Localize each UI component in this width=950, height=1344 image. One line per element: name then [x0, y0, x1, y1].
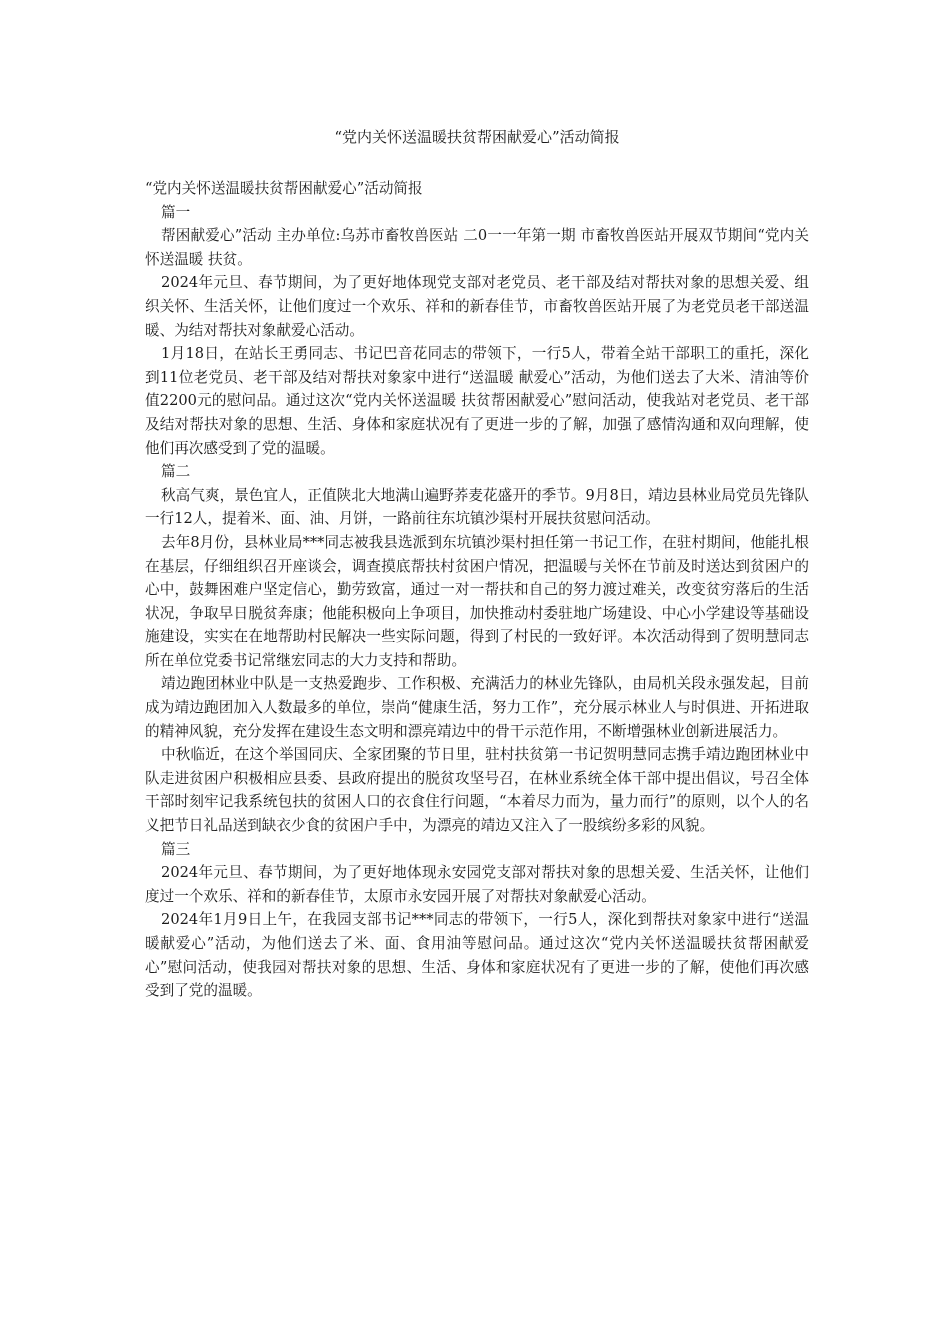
section-heading-1: 篇一 — [161, 203, 191, 221]
paragraph: 1月18日，在站长王勇同志、书记巴音花同志的带领下，一行5人，带着全站干部职工的重托，深化到11位老党员、老干部及结对帮扶对象家中进行“送温暖 献爱心”活动，为他们送去了大米、清油等价值2200元的慰问品。通过这次“党内关怀送温暖 扶贫帮困献爱心”慰问活动，使我站对老党员、老干部及结对帮扶对象的思想、生活、身体和家庭状况有了更进一步的了解，加强了感情沟通和双向理解，使他们再次感受到了党的温暖。 — [145, 345, 809, 457]
section-heading-2: 篇二 — [161, 463, 191, 481]
paragraph: 去年8月份，县林业局***同志被我县选派到东坑镇沙渠村担任第一书记工作，在驻村期间，他能扎根在基层，仔细组织召开座谈会，调查摸底帮扶村贫困户情况，把温暖与关怀在节前及时送达到贫困户的心中，鼓舞困难户坚定信心，勤劳致富，通过一对一帮扶和自己的努力渡过难关，改变贫穷落后的生活状况，争取早日脱贫奔康；他能积极向上争项目，加快推动村委驻地广场建设、中心小学建设等基础设施建设，实实在在地帮助村民解决一些实际问题，得到了村民的一致好评。本次活动得到了贺明慧同志所在单位党委书记常继宏同志的大力支持和帮助。 — [145, 533, 809, 669]
paragraph: 帮困献爱心”活动 主办单位:乌苏市畜牧兽医站 二0一一年第一期 市畜牧兽医站开展双节期间“党内关怀送温暖 扶贫。 — [145, 227, 809, 268]
paragraph: 2024年元旦、春节期间，为了更好地体现永安园党支部对帮扶对象的思想关爱、生活关怀，让他们度过一个欢乐、祥和的新春佳节，太原市永安园开展了对帮扶对象献爱心活动。 — [145, 864, 809, 905]
document-title: “党内关怀送温暖扶贫帮困献爱心”活动简报 — [334, 128, 620, 146]
paragraph: 中秋临近，在这个举国同庆、全家团聚的节日里，驻村扶贫第一书记贺明慧同志携手靖边跑团林业中队走进贫困户积极相应县委、县政府提出的脱贫攻坚号召，在林业系统全体干部中提出倡议，号召全体干部时刻牢记我系统包扶的贫困人口的衣食住行问题，“本着尽力而为，量力而行”的原则，以个人的名义把节日礼品送到缺衣少食的贫困户手中，为漂亮的靖边又注入了一股缤纷多彩的风貌。 — [145, 746, 809, 835]
paragraph: 秋高气爽，景色宜人，正值陕北大地满山遍野荞麦花盛开的季节。9月8日，靖边县林业局党员先锋队一行12人，提着米、面、油、月饼，一路前往东坑镇沙渠村开展扶贫慰问活动。 — [145, 486, 809, 528]
paragraph: 2024年1月9日上午，在我园支部书记***同志的带领下，一行5人，深化到帮扶对象家中进行“送温暖献爱心”活动，为他们送去了米、面、食用油等慰问品。通过这次“党内关怀送温暖扶贫帮困献爱心”慰问活动，使我园对帮扶对象的思想、生活、身体和家庭状况有了更进一步的了解，使他们再次感受到了党的温暖。 — [145, 911, 809, 1000]
document-subtitle: “党内关怀送温暖扶贫帮困献爱心”活动简报 — [145, 180, 423, 197]
document-body — [145, 177, 809, 1003]
paragraph: 靖边跑团林业中队是一支热爱跑步、工作积极、充满活力的林业先锋队，由局机关段永强发起，目前成为靖边跑团加入人数最多的单位，崇尚“健康生活，努力工作”，充分展示林业人与时俱进、开拓进取的精神风貌，充分发挥在建设生态文明和漂亮靖边中的骨干示范作用，不断增强林业创新进展活力。 — [145, 675, 809, 740]
section-heading-3: 篇三 — [161, 840, 191, 858]
paragraph: 2024年元旦、春节期间，为了更好地体现党支部对老党员、老干部及结对帮扶对象的思想关爱、组织关怀、生活关怀，让他们度过一个欢乐、祥和的新春佳节，市畜牧兽医站开展了为老党员老干部送温暖、为结对帮扶对象献爱心活动。 — [145, 274, 809, 339]
